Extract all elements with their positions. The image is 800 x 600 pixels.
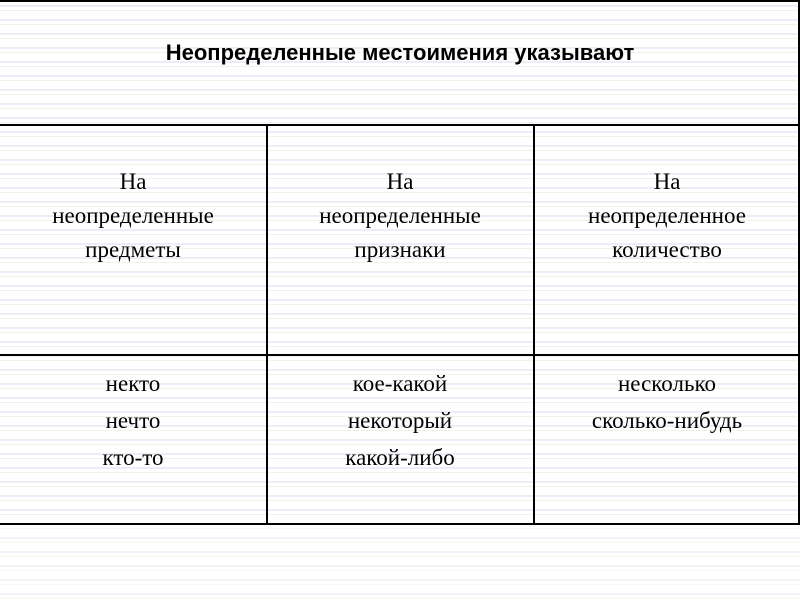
examples-cell-attributes xyxy=(267,365,533,476)
examples-cell-quantity xyxy=(534,365,800,439)
title-row-divider xyxy=(0,124,800,126)
example-word: некто xyxy=(105,371,161,396)
header-cell-attributes xyxy=(267,165,533,267)
header-cell-objects xyxy=(0,165,266,267)
header-line: неопределенное xyxy=(588,203,746,228)
header-line: количество xyxy=(612,237,722,262)
header-line: На xyxy=(119,169,147,194)
example-word: кое-какой xyxy=(352,371,448,396)
table-title: Неопределенные местоимения указывают xyxy=(165,40,635,65)
header-cell-quantity xyxy=(534,165,800,267)
header-row-divider xyxy=(0,354,800,356)
header-line: неопределенные xyxy=(319,203,481,228)
example-word: кто-то xyxy=(102,445,164,470)
header-line: На xyxy=(386,169,414,194)
example-word: некоторый xyxy=(347,408,453,433)
header-line: признаки xyxy=(354,237,446,262)
header-line: предметы xyxy=(85,237,181,262)
slide-bottom-area xyxy=(0,527,800,600)
example-word: какой-либо xyxy=(345,445,455,470)
examples-cell-objects xyxy=(0,365,266,476)
example-word: несколько xyxy=(618,371,716,396)
example-word: сколько-нибудь xyxy=(591,408,743,433)
header-line: На xyxy=(653,169,681,194)
table-bottom-border xyxy=(0,523,800,525)
table-top-border xyxy=(0,0,800,2)
header-line: неопределенные xyxy=(52,203,214,228)
example-word: нечто xyxy=(105,408,161,433)
